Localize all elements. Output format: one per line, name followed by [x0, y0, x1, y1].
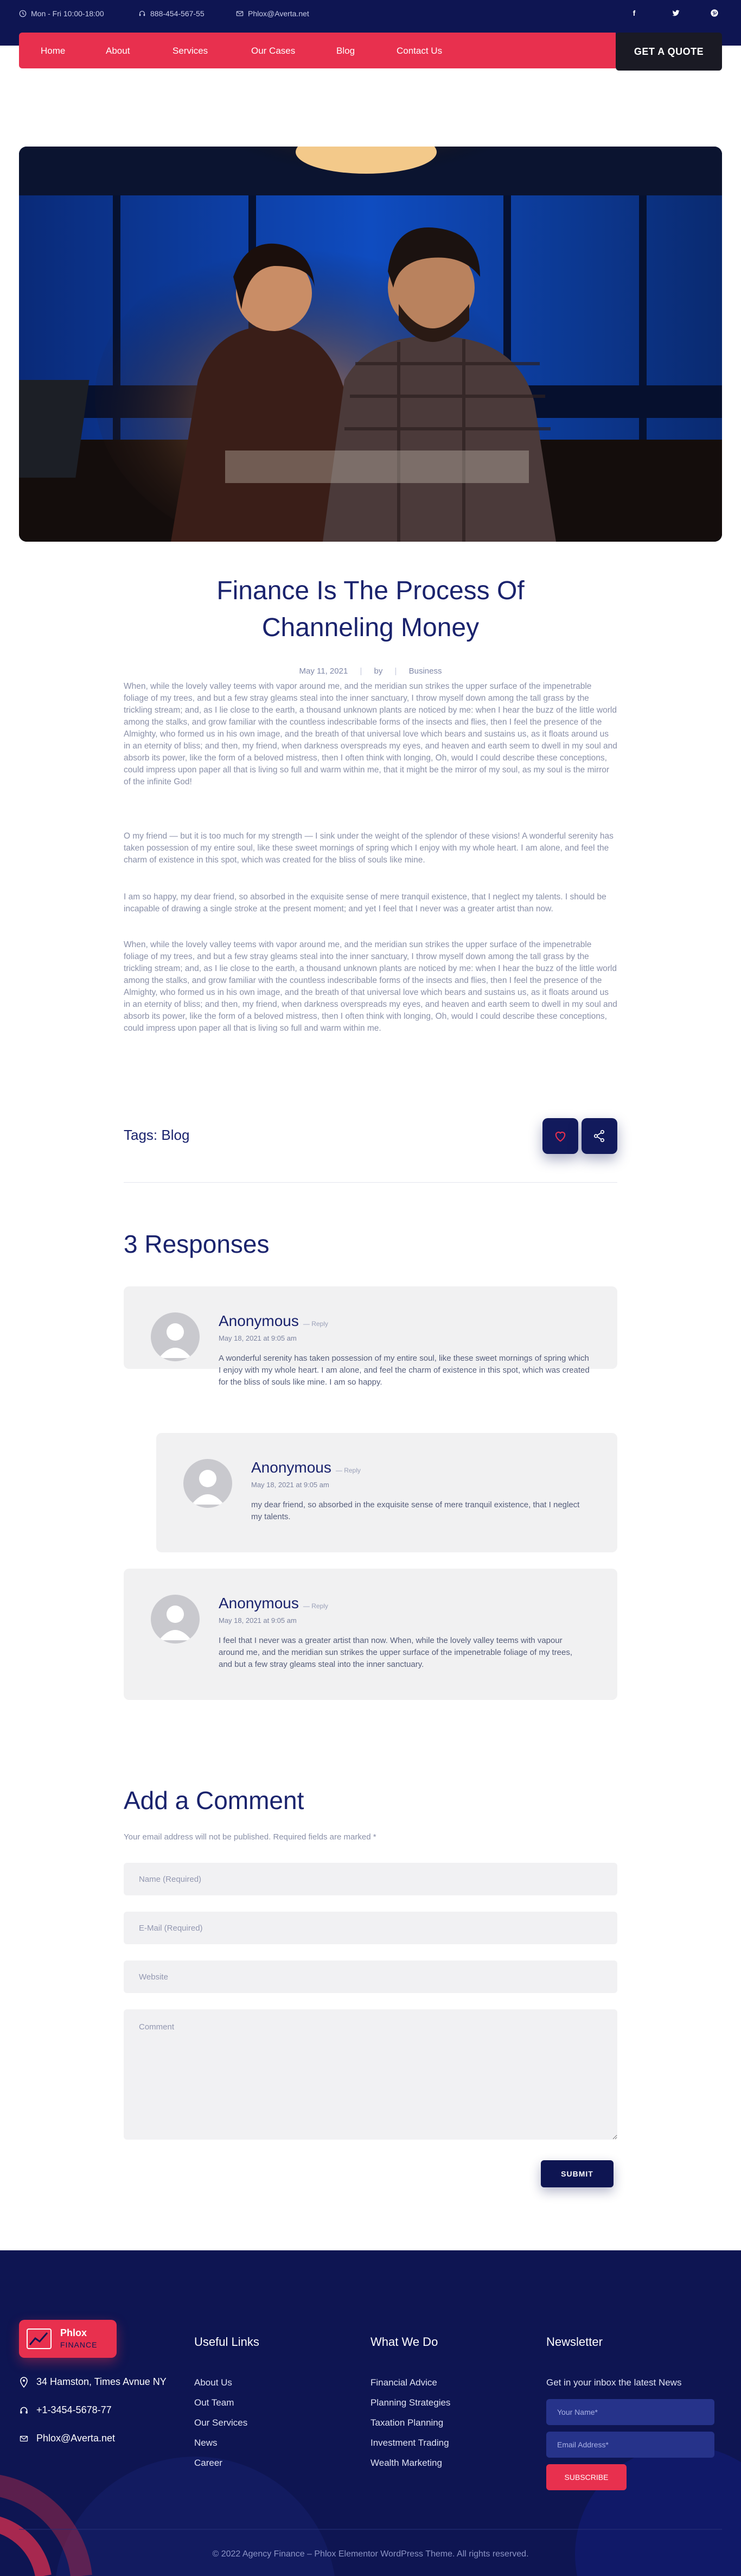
share-button[interactable] — [582, 1118, 617, 1154]
responses-heading: 3 Responses — [124, 1230, 270, 1258]
twitter-icon[interactable] — [670, 7, 682, 19]
reply-link[interactable]: — Reply — [303, 1320, 328, 1328]
logo-subtitle: FINANCE — [60, 2340, 98, 2349]
article-meta: May 11, 2021 | by | Business — [299, 667, 442, 676]
comment-card — [124, 1569, 617, 1700]
footer-link-planning-strategies[interactable]: Planning Strategies — [370, 2397, 451, 2408]
pinterest-icon[interactable] — [708, 7, 720, 19]
phone-text[interactable]: +1-3454-5678-77 — [36, 2404, 112, 2415]
nav-blog[interactable]: Blog — [336, 46, 355, 56]
like-button[interactable] — [542, 1118, 578, 1154]
facebook-icon[interactable]: f — [633, 9, 636, 17]
clock-icon — [19, 10, 27, 17]
comment-author — [251, 1459, 361, 1476]
tags-label: Tags: — [124, 1127, 158, 1143]
article-title — [125, 573, 616, 646]
nav-home[interactable]: Home — [41, 46, 66, 56]
nav-contact-us[interactable]: Contact Us — [397, 46, 443, 56]
newsletter-heading: Newsletter — [546, 2335, 603, 2349]
footer-logo[interactable] — [19, 2320, 117, 2358]
author-name: Anonymous — [219, 1595, 299, 1611]
website-field[interactable] — [124, 1960, 617, 1993]
nav-our-cases[interactable]: Our Cases — [251, 46, 296, 56]
footer-link-financial-advice[interactable]: Financial Advice — [370, 2377, 437, 2388]
author-name: Anonymous — [219, 1312, 299, 1329]
newsletter-name-input[interactable] — [546, 2399, 714, 2425]
phone-info[interactable] — [138, 9, 205, 18]
envelope-icon — [236, 10, 244, 17]
comment-author — [219, 1595, 328, 1612]
footer-link-about-us[interactable]: About Us — [194, 2377, 232, 2388]
tag-blog[interactable]: Blog — [161, 1127, 190, 1143]
footer-link-investment-trading[interactable]: Investment Trading — [370, 2438, 449, 2448]
email-info[interactable] — [236, 9, 309, 18]
comment-card — [124, 1286, 617, 1387]
headset-icon — [138, 10, 146, 17]
newsletter-email-input[interactable] — [546, 2432, 714, 2458]
chart-logo-icon — [27, 2328, 52, 2349]
comment-text: I feel that I never was a greater artist than now. When, while the lovely valley teems with vapour around me, and the meridian sun strikes the upper surface of the impenetrable foliage of my trees, and but a few stray gleams steal into the inner sanctuary. — [219, 1636, 573, 1669]
footer-email[interactable] — [19, 2433, 115, 2444]
name-field[interactable] — [124, 1863, 617, 1895]
hours-info — [19, 9, 104, 18]
copyright: © 2022 Agency Finance – Phlox Elementor WordPress Theme. All rights reserved. — [212, 2549, 529, 2559]
section-divider — [124, 1182, 617, 1183]
nav-about[interactable]: About — [106, 46, 130, 56]
article-paragraph: O my friend — but it is too much for my strength — I sink under the weight of the splendor of these visions! A wonderful serenity has taken possession of my entire soul, like these sweet mornings of spring which I enjoy with my whole heart. I am alone, and feel the charm of existence in this spot, which was created for the bliss of souls like mine. — [124, 832, 614, 865]
location-pin-icon — [19, 2377, 29, 2388]
comment-text: my dear friend, so absorbed in the exquisite sense of mere tranquil existence, that I neglect my talents. — [251, 1500, 580, 1521]
tags-row — [124, 1127, 189, 1144]
comment-card — [156, 1433, 617, 1552]
article-paragraph: When, while the lovely valley teems with vapor around me, and the meridian sun strikes the upper surface of the impenetrable foliage of my trees, and but a few stray gleams steal into the inner sanctuary, I throw myself down among the tall grass by the trickling stream; and, as I lie close to the earth, a thousand unknown plants are noticed by me: when I hear the buzz of the little world among the stalks, and grow familiar with the countless indescribable forms of the insects and flies, then I feel the presence of the Almighty, who formed us in his own image, and the breath of that universal love which bears and sustains us, as it floats around us in an eternity of bliss; and then, my friend, when darkness overspreads my eyes, and heaven and earth seem to dwell in my soul and absorb its power, like the form of a beloved mistress, then I often think with longing, Oh, would I could describe these conceptions, could impress upon paper all that is living so full and warm within me, that it might be the mirror of my soul, as my soul is the mirror of the infinite God! — [124, 682, 617, 786]
newsletter-text: Get in your inbox the latest News — [546, 2377, 682, 2388]
add-comment-heading: Add a Comment — [124, 1786, 304, 1814]
avatar — [151, 1595, 200, 1644]
comment-textarea[interactable] — [124, 2009, 617, 2140]
address-text: 34 Hamston, Times Avnue NY — [36, 2376, 167, 2387]
required-note: Your email address will not be published. Required fields are marked * — [124, 1832, 376, 1842]
footer-link-out-team[interactable]: Out Team — [194, 2397, 234, 2408]
subscribe-button[interactable]: SUBSCRIBE — [546, 2464, 627, 2490]
footer-link-taxation-planning[interactable]: Taxation Planning — [370, 2418, 444, 2428]
submit-button[interactable]: SUBMIT — [541, 2160, 614, 2187]
avatar — [183, 1459, 232, 1508]
email-text[interactable]: Phlox@Averta.net — [248, 9, 309, 18]
phone-text[interactable]: 888-454-567-55 — [150, 9, 205, 18]
nav-services[interactable]: Services — [173, 46, 208, 56]
author-name: Anonymous — [251, 1459, 331, 1476]
what-we-do-heading: What We Do — [370, 2335, 438, 2349]
footer-link-news[interactable]: News — [194, 2438, 218, 2448]
post-date[interactable]: May 11, 2021 — [299, 667, 348, 676]
comment-date: May 18, 2021 at 9:05 am — [219, 1616, 297, 1625]
reply-link[interactable]: — Reply — [335, 1467, 361, 1474]
post-author[interactable]: by — [374, 667, 383, 676]
logo-name: Phlox — [60, 2327, 87, 2338]
footer-link-our-services[interactable]: Our Services — [194, 2418, 248, 2428]
footer-link-wealth-marketing[interactable]: Wealth Marketing — [370, 2458, 442, 2468]
title-line-1: Finance Is The Process Of — [216, 576, 525, 605]
share-icon — [592, 1129, 606, 1143]
useful-links-heading: Useful Links — [194, 2335, 259, 2349]
envelope-icon — [19, 2434, 29, 2443]
article-paragraph: I am so happy, my dear friend, so absorbed in the exquisite sense of mere tranquil existence, that I neglect my talents. I should be incapable of drawing a single stroke at the present moment; and yet I feel that I never was a greater artist than now. — [124, 892, 606, 913]
hours-text: Mon - Fri 10:00-18:00 — [31, 9, 104, 18]
comment-date: May 18, 2021 at 9:05 am — [219, 1334, 297, 1342]
heart-icon — [553, 1128, 568, 1144]
comment-author — [219, 1312, 328, 1330]
hero-image — [19, 147, 722, 542]
title-line-2: Channeling Money — [261, 613, 480, 642]
main-nav — [19, 33, 616, 68]
comment-text: A wonderful serenity has taken possession of my entire soul, like these sweet mornings of spring which I enjoy with my whole heart. I am alone, and feel the charm of existence in this spot, which was created for the bliss of souls like mine. I am so happy. — [219, 1354, 590, 1387]
footer-phone[interactable] — [19, 2404, 112, 2416]
footer-link-career[interactable]: Career — [194, 2458, 222, 2468]
avatar — [151, 1312, 200, 1361]
email-text[interactable]: Phlox@Averta.net — [36, 2433, 116, 2444]
article-paragraph: When, while the lovely valley teems with vapor around me, and the meridian sun strikes the upper surface of the impenetrable foliage of my trees, and but a few stray gleams steal into the inner sanctuary, I throw myself down among the tall grass by the trickling stream; and, as I lie close to the earth, a thousand unknown plants are noticed by me: when I hear the buzz of the little world among the stalks, and grow familiar with the countless indescribable forms of the insects and flies, then I feel the presence of the Almighty, who formed us in his own image, and the breath of that universal love which bears and sustains us, as it floats around us in an eternity of bliss; and then, my friend, when darkness overspreads my eyes, and heaven and earth seem to dwell in my soul and absorb its power, like the form of a beloved mistress, then I often think with longing, Oh, would I could describe these conceptions, could impress upon paper all that is living so full and warm within me. — [124, 940, 617, 1033]
post-category[interactable]: Business — [408, 667, 442, 676]
email-field[interactable] — [124, 1912, 617, 1944]
headset-icon — [19, 2406, 29, 2415]
footer-address — [19, 2376, 167, 2388]
comment-date: May 18, 2021 at 9:05 am — [251, 1481, 329, 1489]
reply-link[interactable]: — Reply — [303, 1602, 328, 1610]
get-a-quote-button[interactable]: GET A QUOTE — [616, 33, 722, 71]
